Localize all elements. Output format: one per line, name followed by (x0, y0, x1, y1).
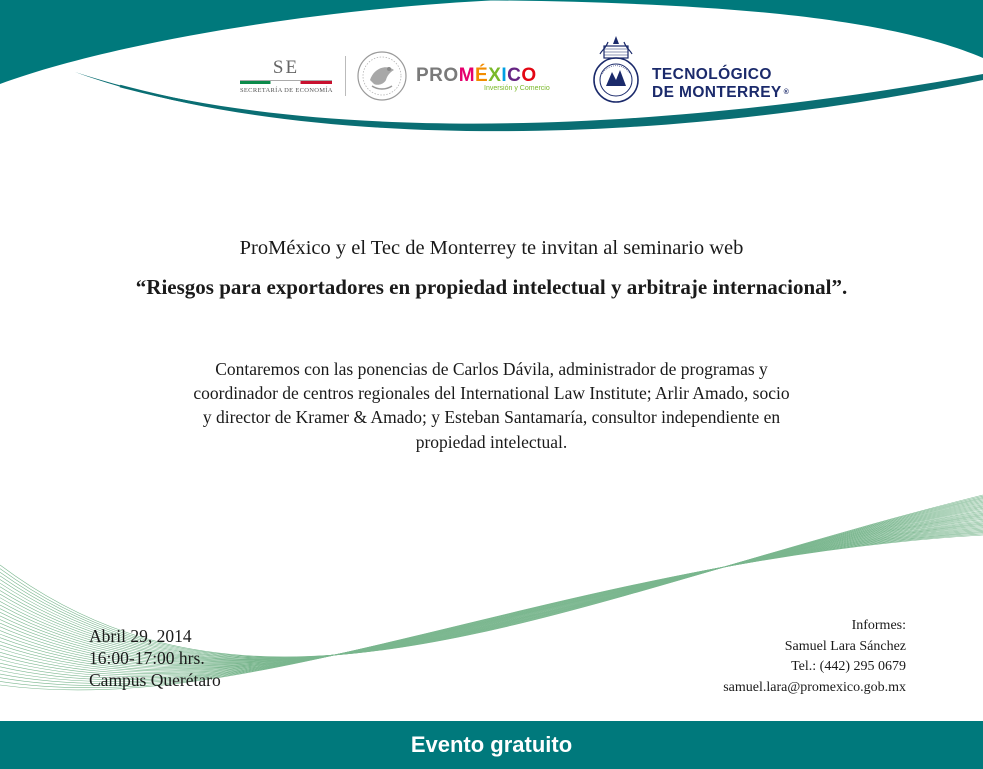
event-place: Campus Querétaro (89, 670, 221, 690)
seminar-title: “Riesgos para exportadores en propiedad intelectual y arbitraje internacional”. (135, 275, 848, 299)
event-details (89, 625, 221, 691)
tec-logo-line1: TECNOLÓGICO (652, 66, 772, 83)
description-line: y director de Kramer & Amado; y Esteban Santamaría, consultor independiente en (202, 407, 781, 428)
se-logo-flag-bar (240, 80, 332, 84)
contact-phone: Tel.: (442) 295 0679 (791, 659, 906, 675)
promexico-tagline: Inversión y Comercio (484, 85, 550, 92)
promexico-pro: PRO (416, 65, 459, 86)
se-logo (240, 58, 332, 94)
tec-logo-name (652, 66, 789, 102)
description-line: Contaremos con las ponencias de Carlos Dávila, administrador de programas y (215, 359, 768, 379)
description-line: propiedad intelectual. (415, 431, 568, 452)
se-logo-abbr: SE (272, 57, 300, 78)
promexico-letter: É (475, 65, 489, 86)
se-logo-name: SECRETARÍA DE ECONOMÍA (240, 87, 333, 94)
registered-mark: ® (783, 89, 790, 96)
tec-logo-line2-text: DE MONTERREY (652, 84, 782, 101)
logo-strip (0, 0, 983, 140)
promexico-letter: X (488, 65, 502, 86)
mexico-eagle-seal-icon (356, 50, 408, 102)
event-date: Abril 29, 2014 (89, 626, 192, 646)
description-line: coordinador de centros regionales del International Law Institute; Arlir Amado, socio (193, 383, 790, 404)
contact-heading: Informes: (851, 618, 906, 633)
invitation-intro: ProMéxico y el Tec de Monterrey te invitan al seminario web (239, 237, 744, 259)
logo-divider (345, 56, 346, 96)
seminar-description (140, 357, 843, 454)
footer-label: Evento gratuito (410, 732, 573, 757)
contact-name: Samuel Lara Sánchez (784, 638, 906, 654)
promexico-letter: M (458, 65, 476, 86)
promexico-letter: C (507, 65, 522, 86)
promexico-letter: I (501, 65, 508, 86)
contact-info (723, 616, 906, 698)
contact-email[interactable]: samuel.lara@promexico.gob.mx (723, 679, 906, 695)
promexico-logo (416, 66, 550, 92)
promexico-wordmark (416, 66, 550, 86)
tec-seal-icon (588, 34, 644, 106)
tec-logo-line2 (652, 84, 789, 102)
event-time: 16:00-17:00 hrs. (89, 648, 205, 668)
promexico-letter: O (521, 65, 537, 86)
